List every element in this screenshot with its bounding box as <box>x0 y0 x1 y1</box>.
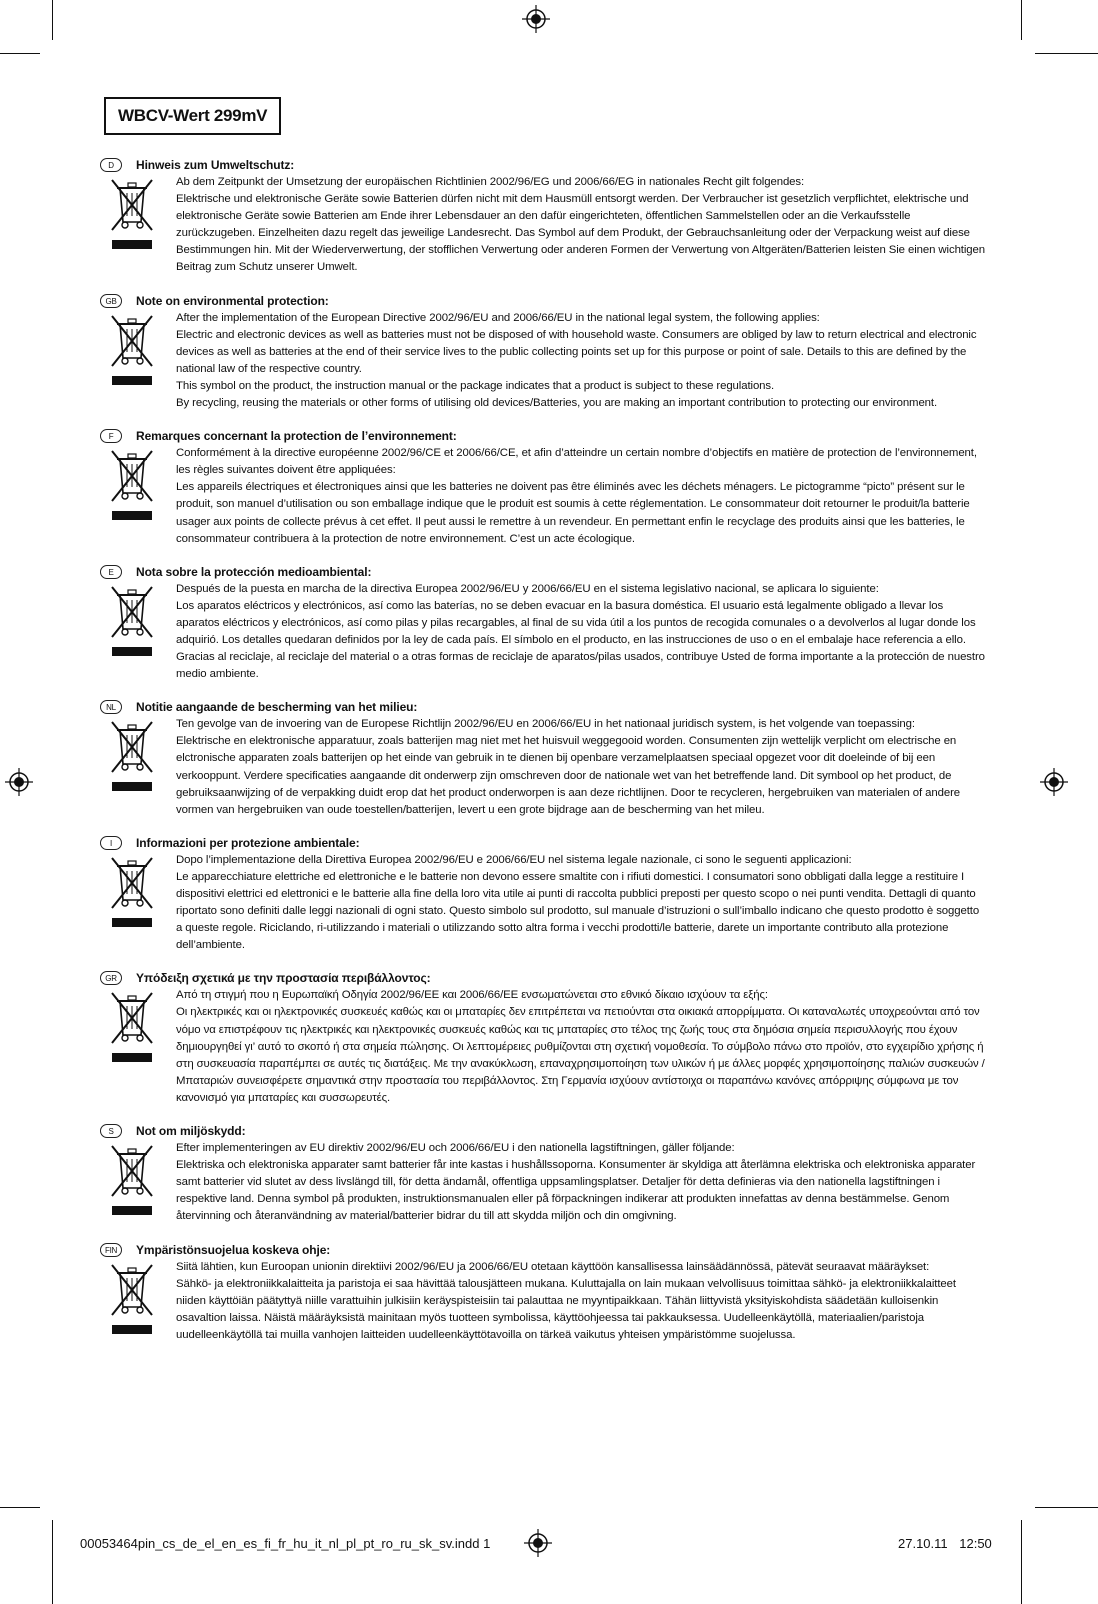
notice-paragraph: By recycling, reusing the materials or other forms of utilising old devices/Batteries, you are making an important contribution to protecting our environment. <box>176 397 938 410</box>
notice-paragraph: Ab dem Zeitpunkt der Umsetzung der europäischen Richtlinien 2002/96/EG und 2006/66/EG in nationales Recht gilt folgendes: <box>176 176 805 188</box>
notice-paragraph: Los aparatos eléctricos y electrónicos, así como las baterías, no se deben evacuar en la basura doméstica. El usuario está legalmente obligado a llevar los aparatos eléctricos y electrónicos, así como pilas y pilas recargables, al final de su vida útil a los puntos de recogida comunales o a devolverlos al lugar donde los adquirió. Los detalles quedaran definidos por la ley de cada país. El símbolo en el producto, en las instrucciones de uso o en el embalaje hace referencia a ello. Gracias al reciclaje, al reciclaje del material o a otras formas de reciclaje de aparatos/pilas usados, contribuye Usted de forma importante a la protección de nuestro medio ambiente. <box>176 599 985 681</box>
notice-section <box>100 563 1000 684</box>
notice-header <box>100 834 1000 852</box>
crop-mark <box>1021 1520 1022 1604</box>
notice-text <box>176 174 988 277</box>
country-badge: NL <box>100 700 122 714</box>
weee-bar <box>112 1206 152 1215</box>
environment-notices <box>100 156 1000 1359</box>
country-badge: D <box>100 158 122 172</box>
notice-title: Υπόδειξη σχετικά με την προστασία περιβάλλοντος: <box>136 971 431 986</box>
country-badge: FIN <box>100 1243 122 1257</box>
notice-body <box>100 1259 1000 1344</box>
registration-mark-icon <box>524 1529 552 1557</box>
notice-header <box>100 427 1000 445</box>
notice-section <box>100 698 1000 819</box>
notice-section <box>100 834 1000 955</box>
notice-text <box>176 310 988 413</box>
crossed-out-wheelie-bin-icon <box>108 989 156 1047</box>
crop-mark <box>1021 0 1022 40</box>
notice-body <box>100 852 1000 955</box>
notice-section <box>100 969 1000 1107</box>
notice-header <box>100 1241 1000 1259</box>
notice-body <box>100 174 1000 277</box>
crossed-out-wheelie-bin-icon <box>108 718 156 776</box>
notice-paragraph: Elektrische en elektronische apparatuur, zoals batterijen mag niet met het huisvuil weggegooid worden. Consumenten zijn wettelijk verplicht om electrische en elctronische apparaten zoals batterijen op het einde van gebruik in te dienen bij openbare verzamelplaatsen speciaal opgezet voor dit doeleinde of bij een verkooppunt. Verdere specificaties aangaande dit onderwerp zijn omschreven door de nationale wet van het betreffende land. Dit symbool op het product, de gebruiksaanwijzing of de verpakking duidt erop dat het product onderworpen is aan deze richtlijnen. Door te recycleren, hergebruiken van materialen of andere vormen van hergebruiken van oude toestellen/batterijen, levert u een grote bijdrage aan de bescherming van het mileu. <box>176 735 961 816</box>
notice-paragraph: Dopo l’implementazione della Direttiva Europea 2002/96/EU e 2006/66/EU nel sistema legale nazionale, ci sono le seguenti applicazioni: <box>176 853 852 866</box>
weee-bar <box>112 782 152 791</box>
weee-bar <box>112 511 152 520</box>
notice-body <box>100 716 1000 819</box>
notice-paragraph: Electric and electronic devices as well as batteries must not be disposed of with household waste. Consumers are obliged by law to return electrical and electronic devices as well as batteries at the end of their service lives to the public collecting points set up for this purpose or point of sale. Details to this are defined by the national law of the respective country. <box>176 328 977 375</box>
weee-bar <box>112 647 152 656</box>
notice-body <box>100 310 1000 413</box>
country-badge: S <box>100 1124 122 1138</box>
notice-title: Not om miljöskydd: <box>136 1124 246 1139</box>
notice-paragraph: Ten gevolge van de invoering van de Europese Richtlijn 2002/96/EU en 2006/66/EU in het nationaal juridisch system, is het volgende van toepassing: <box>176 718 915 731</box>
notice-paragraph: Οι ηλεκτρικές και οι ηλεκτρονικές συσκευές καθώς και οι μπαταρίες δεν επιτρέπεται να πετιούνται στα οικιακά απορρίμματα. Οι καταναλωτές υποχρεούνται από τον νόμο να επιστρέφουν τις ηλεκτρικές και ηλεκτρονικές συσκευές καθώς και τις μπαταρίες στο τέλος της ζωής τους στα δημόσια σημεία περισυλλογής που έχουν δημιουργηθεί γι’ αυτό το σκοπό ή στα σημεία πώλησης. Οι λεπτομέρειες ρυθμίζονται στη σχετική νομοθεσία. Το σύμβολο πάνω στο προϊόν, στο εγχειρίδιο χρήσης ή στη συσκευασία παραπέμπει σε αυτές τις διατάξεις. Με την ανακύκλωση, επαναχρησιμοποίηση των υλικών ή με άλλες μορφές χρησιμοποίησης παλιών συσκευών / Μπαταριών συνεισφέρετε σημαντικά στην προστασία του περιβάλλοντος. Στη Γερμανία ισχύουν αντίστοιχα οι παραπάνω κανόνες απόρριψης σύμφωνα με τον κανονισμό για μπαταρίες και συσσωρευτές. <box>176 1006 985 1104</box>
notice-header <box>100 563 1000 581</box>
footer-datetime: 27.10.11 12:50 <box>898 1536 992 1551</box>
notice-section <box>100 1122 1000 1225</box>
notice-paragraph: Siitä lähtien, kun Euroopan unionin direktiivi 2002/96/EU ja 2006/66/EU otetaan käyttöön kansallisessa lainsäädännössä, pätevät seuraavat määräykset: <box>176 1260 930 1273</box>
footer-filename: 00053464pin_cs_de_el_en_es_fi_fr_hu_it_nl_pl_pt_ro_ru_sk_sv.indd 1 <box>80 1536 491 1551</box>
notice-paragraph: Elektrische und elektronische Geräte sowie Batterien dürfen nicht mit dem Hausmüll entsorgt werden. Der Verbraucher ist gesetzlich verpflichtet, elektrische und elektronische Geräte sowie Batterien am Ende ihrer Lebensdauer an den dafür eingerichteten, öffentlichen Sammelstellen oder an die Verkaufsstelle zurückzugeben. Einzelheiten dazu regelt das jeweilige Landesrecht. Das Symbol auf dem Produkt, der Gebrauchsanleitung oder der Verpackung weist auf diese Bestimmungen hin. Mit der Wiederverwertung, der stofflichen Verwertung oder anderen Formen der Verwertung von Altgeräten/Batterien leisten Sie einen wichtigen Beitrag zum Schutz unserer Umwelt. <box>176 193 985 274</box>
wbcv-label: WBCV-Wert 299mV <box>104 97 281 135</box>
notice-section <box>100 156 1000 277</box>
registration-mark-icon <box>5 768 33 796</box>
notice-paragraph: Conformément à la directive européenne 2002/96/CE et 2006/66/CE, et afin d’atteindre un certain nombre d’objectifs en matière de protection de l’environnement, les règles suivantes doivent être appliquées: <box>176 447 977 477</box>
weee-symbol <box>100 445 160 548</box>
notice-title: Ympäristönsuojelua koskeva ohje: <box>136 1242 331 1257</box>
crop-mark <box>52 0 53 40</box>
notice-title: Hinweis zum Umweltschutz: <box>136 158 295 172</box>
registration-mark-icon <box>1040 768 1068 796</box>
crossed-out-wheelie-bin-icon <box>108 312 156 370</box>
weee-symbol <box>100 716 160 819</box>
country-badge: GB <box>100 294 122 308</box>
notice-text <box>176 1140 988 1225</box>
weee-symbol <box>100 987 160 1107</box>
notice-header <box>100 698 1000 716</box>
notice-text <box>176 987 988 1107</box>
notice-body <box>100 1140 1000 1225</box>
notice-text <box>176 1259 988 1344</box>
crop-mark <box>1035 53 1098 54</box>
weee-symbol <box>100 581 160 684</box>
country-badge: E <box>100 565 122 579</box>
notice-header <box>100 1122 1000 1140</box>
notice-paragraph: Les appareils électriques et électroniques ainsi que les batteries ne doivent pas être éliminés avec les déchets ménagers. Le pictogramme “picto” présent sur le produit, son manuel d’utilisation ou son emballage indique que le produit est soumis à cette réglementation. Le consommateur doit retourner le produit/la batterie usager aux points de collecte prévus à cet effet. Il peut aussi le remettre à un revendeur. En permettant enfin le recyclage des produits ainsi que les batteries, le consommateur contribuera à la protection de notre environnement. C’est un acte écologique. <box>176 481 970 545</box>
notice-title: Notitie aangaande de bescherming van het milieu: <box>136 700 418 715</box>
notice-paragraph: Sähkö- ja elektroniikkalaitteita ja paristoja ei saa hävittää talousjätteen mukana. Kuluttajalla on lain mukaan velvollisuus toimittaa sähkö- ja elektroniikkalaitteet niiden käyttöiän päätyttyä niille varattuihin julkisiin keräyspisteisiin tai palauttaa ne myyntipaikkaan. Tähän liittyvistä yksityiskohdista säädetään kulloisenkin osavaltion laissa. Näistä määräyksistä mainitaan myös tuotteen symbolissa, käyttöohjeessa tai pakkauksessa. Uudelleenkäytöllä, materiaalien/paristoja uudelleenkäytöllä tai muilla vanhojen laitteiden uudelleenkäyttötavoilla on tärkeä vaikutus yhteisen ympäristömme suojelussa. <box>176 1277 956 1341</box>
weee-bar <box>112 376 152 385</box>
notice-header <box>100 292 1000 310</box>
notice-text <box>176 445 988 548</box>
notice-paragraph: Elektriska och elektroniska apparater samt batterier får inte kastas i hushållssoporna. Konsumenter är skyldiga att återlämna elektriska och elektroniska apparater samt batterier vid slutet av dess livslängd till, för detta ändamål, offentliga uppsamlingsplatser. Detaljer för detta definieras via den nationella lagstiftningen i respektive land. Denna symbol på produkten, instruktionsmanualen eller på förpackningen indikerar att produkten innefattas av denna bestämmelse. Genom återvinning och återanvändning av material/batterier bidrar du till att skydda miljön och din omgivning. <box>176 1159 976 1223</box>
notice-header <box>100 969 1000 987</box>
notice-paragraph: After the implementation of the European Directive 2002/96/EU and 2006/66/EU in the national legal system, the following applies: <box>176 311 820 324</box>
weee-symbol <box>100 310 160 413</box>
notice-title: Nota sobre la protección medioambiental: <box>136 564 372 579</box>
crop-mark <box>1035 1507 1098 1508</box>
country-badge: I <box>100 836 122 850</box>
notice-title: Remarques concernant la protection de l’environnement: <box>136 429 457 444</box>
crossed-out-wheelie-bin-icon <box>108 583 156 641</box>
crossed-out-wheelie-bin-icon <box>108 1142 156 1200</box>
weee-bar <box>112 1053 152 1062</box>
notice-body <box>100 445 1000 548</box>
notice-section <box>100 292 1000 413</box>
registration-mark-icon <box>522 5 550 33</box>
country-badge: F <box>100 429 122 443</box>
weee-symbol <box>100 174 160 277</box>
notice-paragraph: Efter implementeringen av EU direktiv 2002/96/EU och 2006/66/EU i den nationella lagstiftningen, gäller följande: <box>176 1142 735 1155</box>
notice-paragraph: Από τη στιγμή που η Ευρωπαϊκή Οδηγία 2002/96/ΕΕ και 2006/66/ΕΕ ενσωματώνεται στο εθνικό δίκαιο ισχύουν τα εξής: <box>176 989 768 1002</box>
notice-header <box>100 156 1000 174</box>
notice-section <box>100 427 1000 548</box>
notice-paragraph: This symbol on the product, the instruction manual or the package indicates that a product is subject to these regulations. <box>176 379 775 392</box>
notice-title: Note on environmental protection: <box>136 293 329 308</box>
weee-bar <box>112 918 152 927</box>
weee-bar <box>112 240 152 249</box>
crop-mark <box>0 1507 40 1508</box>
weee-symbol <box>100 852 160 955</box>
weee-symbol <box>100 1140 160 1225</box>
crossed-out-wheelie-bin-icon <box>108 854 156 912</box>
country-badge: GR <box>100 971 122 985</box>
weee-symbol <box>100 1259 160 1344</box>
notice-body <box>100 987 1000 1107</box>
notice-body <box>100 581 1000 684</box>
notice-paragraph: Le apparecchiature elettriche ed elettroniche e le batterie non devono essere smaltite con i rifiuti domestici. I consumatori sono obbligati dalla legge a restituire I dispositivi elettrici ed elettronici e le batterie alla fine della loro vita utile ai punti di raccolta pubblici preposti per questo scopo o nei punti vendita. Dettagli di quanto riportato sono definiti dalle leggi nazionali di ogni stato. Questo simbolo sul prodotto, sul manuale d’istruzioni o sull’imballo indicano che questo prodotto è soggetto a queste regole. Riciclando, ri-utilizzando i materiali o utilizzando sotto altra forma i vecchi prodotti/le batterie, darete un importante contributo alla protezione dell’ambiente. <box>176 870 980 952</box>
crop-mark <box>0 53 40 54</box>
crossed-out-wheelie-bin-icon <box>108 1261 156 1319</box>
notice-text <box>176 716 988 819</box>
crop-mark <box>52 1520 53 1604</box>
notice-text <box>176 852 988 955</box>
notice-title: Informazioni per protezione ambientale: <box>136 835 360 850</box>
crossed-out-wheelie-bin-icon <box>108 447 156 505</box>
notice-text <box>176 581 988 684</box>
notice-section <box>100 1241 1000 1344</box>
notice-paragraph: Después de la puesta en marcha de la directiva Europea 2002/96/EU y 2006/66/EU en el sistema legislativo nacional, se aplicara lo siguiente: <box>176 582 879 595</box>
weee-bar <box>112 1325 152 1334</box>
crossed-out-wheelie-bin-icon <box>108 176 156 234</box>
